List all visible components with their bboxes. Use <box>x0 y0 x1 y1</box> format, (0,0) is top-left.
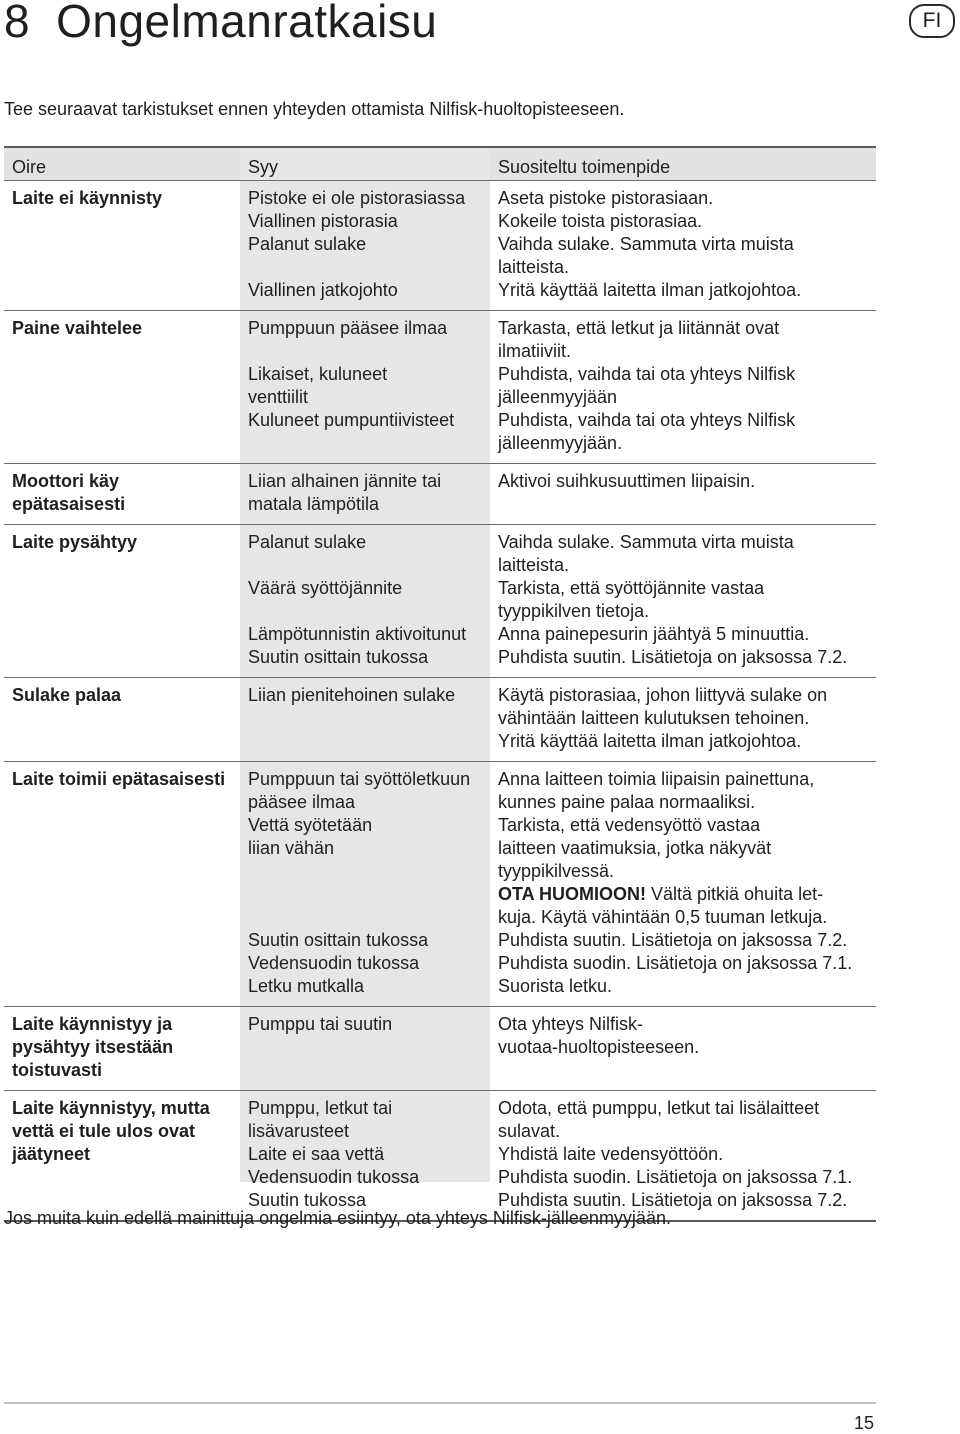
table-row <box>4 761 876 1006</box>
troubleshooting-table <box>4 146 876 1222</box>
action-line: vuotaa-huoltopisteeseen. <box>498 1037 700 1057</box>
cause-line <box>248 256 490 279</box>
action-line: Anna painepesurin jäähtyä 5 minuuttia. <box>498 624 810 644</box>
cause-line: pääsee ilmaa <box>248 792 356 812</box>
action-line: Puhdista, vaihda tai ota yhteys Nilfisk <box>498 410 796 430</box>
symptom-line <box>12 600 240 623</box>
cause-line: matala lämpötila <box>248 494 380 514</box>
intro-text: Tee seuraavat tarkistukset ennen yhteyden ottamista Nilfisk-huoltopisteeseen. <box>4 99 625 119</box>
cause-cell <box>240 531 490 669</box>
action-line: Puhdista, vaihda tai ota yhteys Nilfisk <box>498 364 796 384</box>
action-line: Odota, että pumppu, letkut tai lisälaitteet <box>498 1098 820 1118</box>
cause-line: venttiilit <box>248 387 309 407</box>
table-row <box>4 463 876 524</box>
cause-cell <box>240 187 490 302</box>
cause-line: Pistoke ei ole pistorasiassa <box>248 188 466 208</box>
cause-line: Suutin osittain tukossa <box>248 647 429 667</box>
action-line: tyyppikilven tietoja. <box>498 601 650 621</box>
table-row <box>4 1006 876 1090</box>
cause-line: Viallinen pistorasia <box>248 211 398 231</box>
language-badge: FI <box>909 4 955 38</box>
symptom-line: Laite pysähtyy <box>12 532 138 552</box>
action-line: kuja. Käytä vähintään 0,5 tuuman letkuja. <box>498 907 828 927</box>
symptom-line <box>12 363 240 386</box>
cause-line <box>248 707 490 730</box>
symptom-cell <box>4 317 240 455</box>
cause-line: Suutin osittain tukossa <box>248 930 429 950</box>
cause-cell <box>240 684 490 753</box>
cause-line: Palanut sulake <box>248 532 367 552</box>
symptom-line <box>12 883 240 906</box>
cause-line: lisävarusteet <box>248 1121 350 1141</box>
action-line: laitteen vaatimuksia, jotka näkyvät <box>498 838 772 858</box>
action-line: Tarkasta, että letkut ja liitännät ovat <box>498 318 780 338</box>
action-line: Puhdista suodin. Lisätietoja on jaksossa 7.1. <box>498 1167 853 1187</box>
cause-line: Palanut sulake <box>248 234 367 254</box>
action-cell <box>490 531 876 669</box>
cause-line: Pumppuun tai syöttöletkuun <box>248 769 471 789</box>
cause-line <box>248 600 490 623</box>
symptom-line <box>12 233 240 256</box>
action-cell <box>490 470 876 516</box>
symptom-line: Paine vaihtelee <box>12 318 143 338</box>
symptom-line <box>12 623 240 646</box>
action-line: Puhdista suutin. Lisätietoja on jaksossa 7.2. <box>498 647 848 667</box>
table-row <box>4 310 876 463</box>
action-line: Aktivoi suihkusuuttimen liipaisin. <box>498 471 756 491</box>
page-title <box>4 0 437 48</box>
action-line: vähintään laitteen kulutuksen tehoinen. <box>498 708 810 728</box>
column-header-action: Suositeltu toimenpide <box>498 157 671 177</box>
cause-line: Suutin tukossa <box>248 1190 367 1210</box>
symptom-line <box>12 279 240 302</box>
symptom-line <box>12 554 240 577</box>
column-header-symptom: Oire <box>12 157 47 177</box>
cause-cell <box>240 768 490 998</box>
action-line: Puhdista suodin. Lisätietoja on jaksossa 7.1. <box>498 953 853 973</box>
action-line: Vaihda sulake. Sammuta virta muista <box>498 234 794 254</box>
cause-line <box>248 432 490 455</box>
action-line: kunnes paine palaa normaaliksi. <box>498 792 756 812</box>
warning-line <box>498 883 876 906</box>
bottom-divider <box>4 1402 876 1404</box>
cause-line: Kuluneet pumpuntiivisteet <box>248 410 455 430</box>
cause-line: Letku mutkalla <box>248 976 365 996</box>
action-line: laitteista. <box>498 257 570 277</box>
table-row <box>4 524 876 677</box>
cause-line: Vedensuodin tukossa <box>248 953 420 973</box>
action-line: Kokeile toista pistorasiaa. <box>498 211 703 231</box>
symptom-line <box>12 340 240 363</box>
symptom-line <box>12 952 240 975</box>
symptom-line: Laite käynnistyy ja <box>12 1014 173 1034</box>
action-line: Tarkista, että vedensyöttö vastaa <box>498 815 761 835</box>
action-line: Tarkista, että syöttöjännite vastaa <box>498 578 765 598</box>
symptom-cell <box>4 1097 240 1212</box>
action-line: ilmatiiviit. <box>498 341 572 361</box>
action-line <box>498 1059 876 1082</box>
symptom-line <box>12 837 240 860</box>
cause-line <box>248 1036 490 1059</box>
action-line: Aseta pistoke pistorasiaan. <box>498 188 714 208</box>
footer-note: Jos muita kuin edellä mainittuja ongelmia esiintyy, ota yhteys Nilfisk-jälleenmyyjään. <box>4 1208 671 1228</box>
cause-line: Vettä syötetään <box>248 815 373 835</box>
symptom-line <box>12 577 240 600</box>
symptom-line: Laite käynnistyy, mutta <box>12 1098 210 1118</box>
cause-line: Pumppu, letkut tai <box>248 1098 393 1118</box>
symptom-line: toistuvasti <box>12 1060 103 1080</box>
cause-line <box>248 340 490 363</box>
cause-line <box>248 730 490 753</box>
action-line: laitteista. <box>498 555 570 575</box>
action-cell <box>490 768 876 998</box>
action-line: Anna laitteen toimia liipaisin painettuna, <box>498 769 815 789</box>
cause-line: Likaiset, kuluneet <box>248 364 388 384</box>
cause-line: Väärä syöttöjännite <box>248 578 403 598</box>
action-line: sulavat. <box>498 1121 561 1141</box>
symptom-line <box>12 707 240 730</box>
action-line: tyyppikilvessä. <box>498 861 615 881</box>
symptom-line <box>12 1166 240 1189</box>
action-line: Puhdista suutin. Lisätietoja on jaksossa 7.2. <box>498 930 848 950</box>
symptom-cell <box>4 187 240 302</box>
symptom-line <box>12 906 240 929</box>
cause-line: Pumppu tai suutin <box>248 1014 393 1034</box>
symptom-line <box>12 256 240 279</box>
symptom-line <box>12 730 240 753</box>
symptom-line <box>12 409 240 432</box>
cause-line: Liian alhainen jännite tai <box>248 471 442 491</box>
cause-cell <box>240 1013 490 1082</box>
symptom-line: pysähtyy itsestään <box>12 1037 174 1057</box>
table-row <box>4 1090 876 1222</box>
cause-line <box>248 883 490 906</box>
symptom-line: Sulake palaa <box>12 685 122 705</box>
cause-line: Viallinen jatkojohto <box>248 280 398 300</box>
symptom-cell <box>4 684 240 753</box>
symptom-line: Laite ei käynnisty <box>12 188 163 208</box>
table-row <box>4 677 876 761</box>
symptom-line <box>12 975 240 998</box>
action-line <box>498 493 876 516</box>
action-cell <box>490 684 876 753</box>
symptom-line: epätasaisesti <box>12 494 126 514</box>
symptom-line <box>12 646 240 669</box>
action-line: Käytä pistorasiaa, johon liittyvä sulake on <box>498 685 828 705</box>
cause-line: liian vähän <box>248 838 335 858</box>
symptom-line <box>12 860 240 883</box>
action-line: jälleenmyyjään. <box>498 433 623 453</box>
symptom-line: vettä ei tule ulos ovat <box>12 1121 196 1141</box>
warning-text: Vältä pitkiä ohuita let- <box>645 884 824 904</box>
symptom-line <box>12 386 240 409</box>
action-line: Yritä käyttää laitetta ilman jatkojohtoa. <box>498 731 802 751</box>
table-header-row <box>4 146 876 180</box>
cause-line: Laite ei saa vettä <box>248 1144 385 1164</box>
symptom-line <box>12 791 240 814</box>
cause-line <box>248 860 490 883</box>
cause-line <box>248 554 490 577</box>
chapter-number: 8 <box>4 0 31 47</box>
cause-line <box>248 906 490 929</box>
symptom-line: Moottori käy <box>12 471 120 491</box>
cause-line: Pumppuun pääsee ilmaa <box>248 318 448 338</box>
symptom-line <box>12 929 240 952</box>
action-line: Vaihda sulake. Sammuta virta muista <box>498 532 794 552</box>
cause-line: Lämpötunnistin aktivoitunut <box>248 624 467 644</box>
symptom-cell <box>4 531 240 669</box>
cause-cell <box>240 470 490 516</box>
action-line: Puhdista suutin. Lisätietoja on jaksossa 7.2. <box>498 1190 848 1210</box>
cause-line <box>248 1059 490 1082</box>
cause-line: Liian pienitehoinen sulake <box>248 685 456 705</box>
warning-label: OTA HUOMIOON! <box>498 884 646 904</box>
table-row <box>4 180 876 310</box>
action-line: Suorista letku. <box>498 976 613 996</box>
cause-cell <box>240 1097 490 1212</box>
column-header-cause: Syy <box>248 157 279 177</box>
action-cell <box>490 1097 876 1212</box>
page-number: 15 <box>853 1413 874 1433</box>
symptom-line <box>12 210 240 233</box>
symptom-line: jäätyneet <box>12 1144 91 1164</box>
symptom-cell <box>4 470 240 516</box>
symptom-cell <box>4 768 240 998</box>
symptom-line <box>12 432 240 455</box>
action-cell <box>490 187 876 302</box>
action-cell <box>490 1013 876 1082</box>
symptom-cell <box>4 1013 240 1082</box>
symptom-line <box>12 814 240 837</box>
symptom-line: Laite toimii epätasaisesti <box>12 769 226 789</box>
action-line: Yhdistä laite vedensyöttöön. <box>498 1144 724 1164</box>
action-cell <box>490 317 876 455</box>
cause-line: Vedensuodin tukossa <box>248 1167 420 1187</box>
action-line: Yritä käyttää laitetta ilman jatkojohtoa. <box>498 280 802 300</box>
chapter-title: Ongelmanratkaisu <box>56 0 438 47</box>
action-line: jälleenmyyjään <box>498 387 618 407</box>
action-line: Ota yhteys Nilfisk- <box>498 1014 644 1034</box>
cause-cell <box>240 317 490 455</box>
